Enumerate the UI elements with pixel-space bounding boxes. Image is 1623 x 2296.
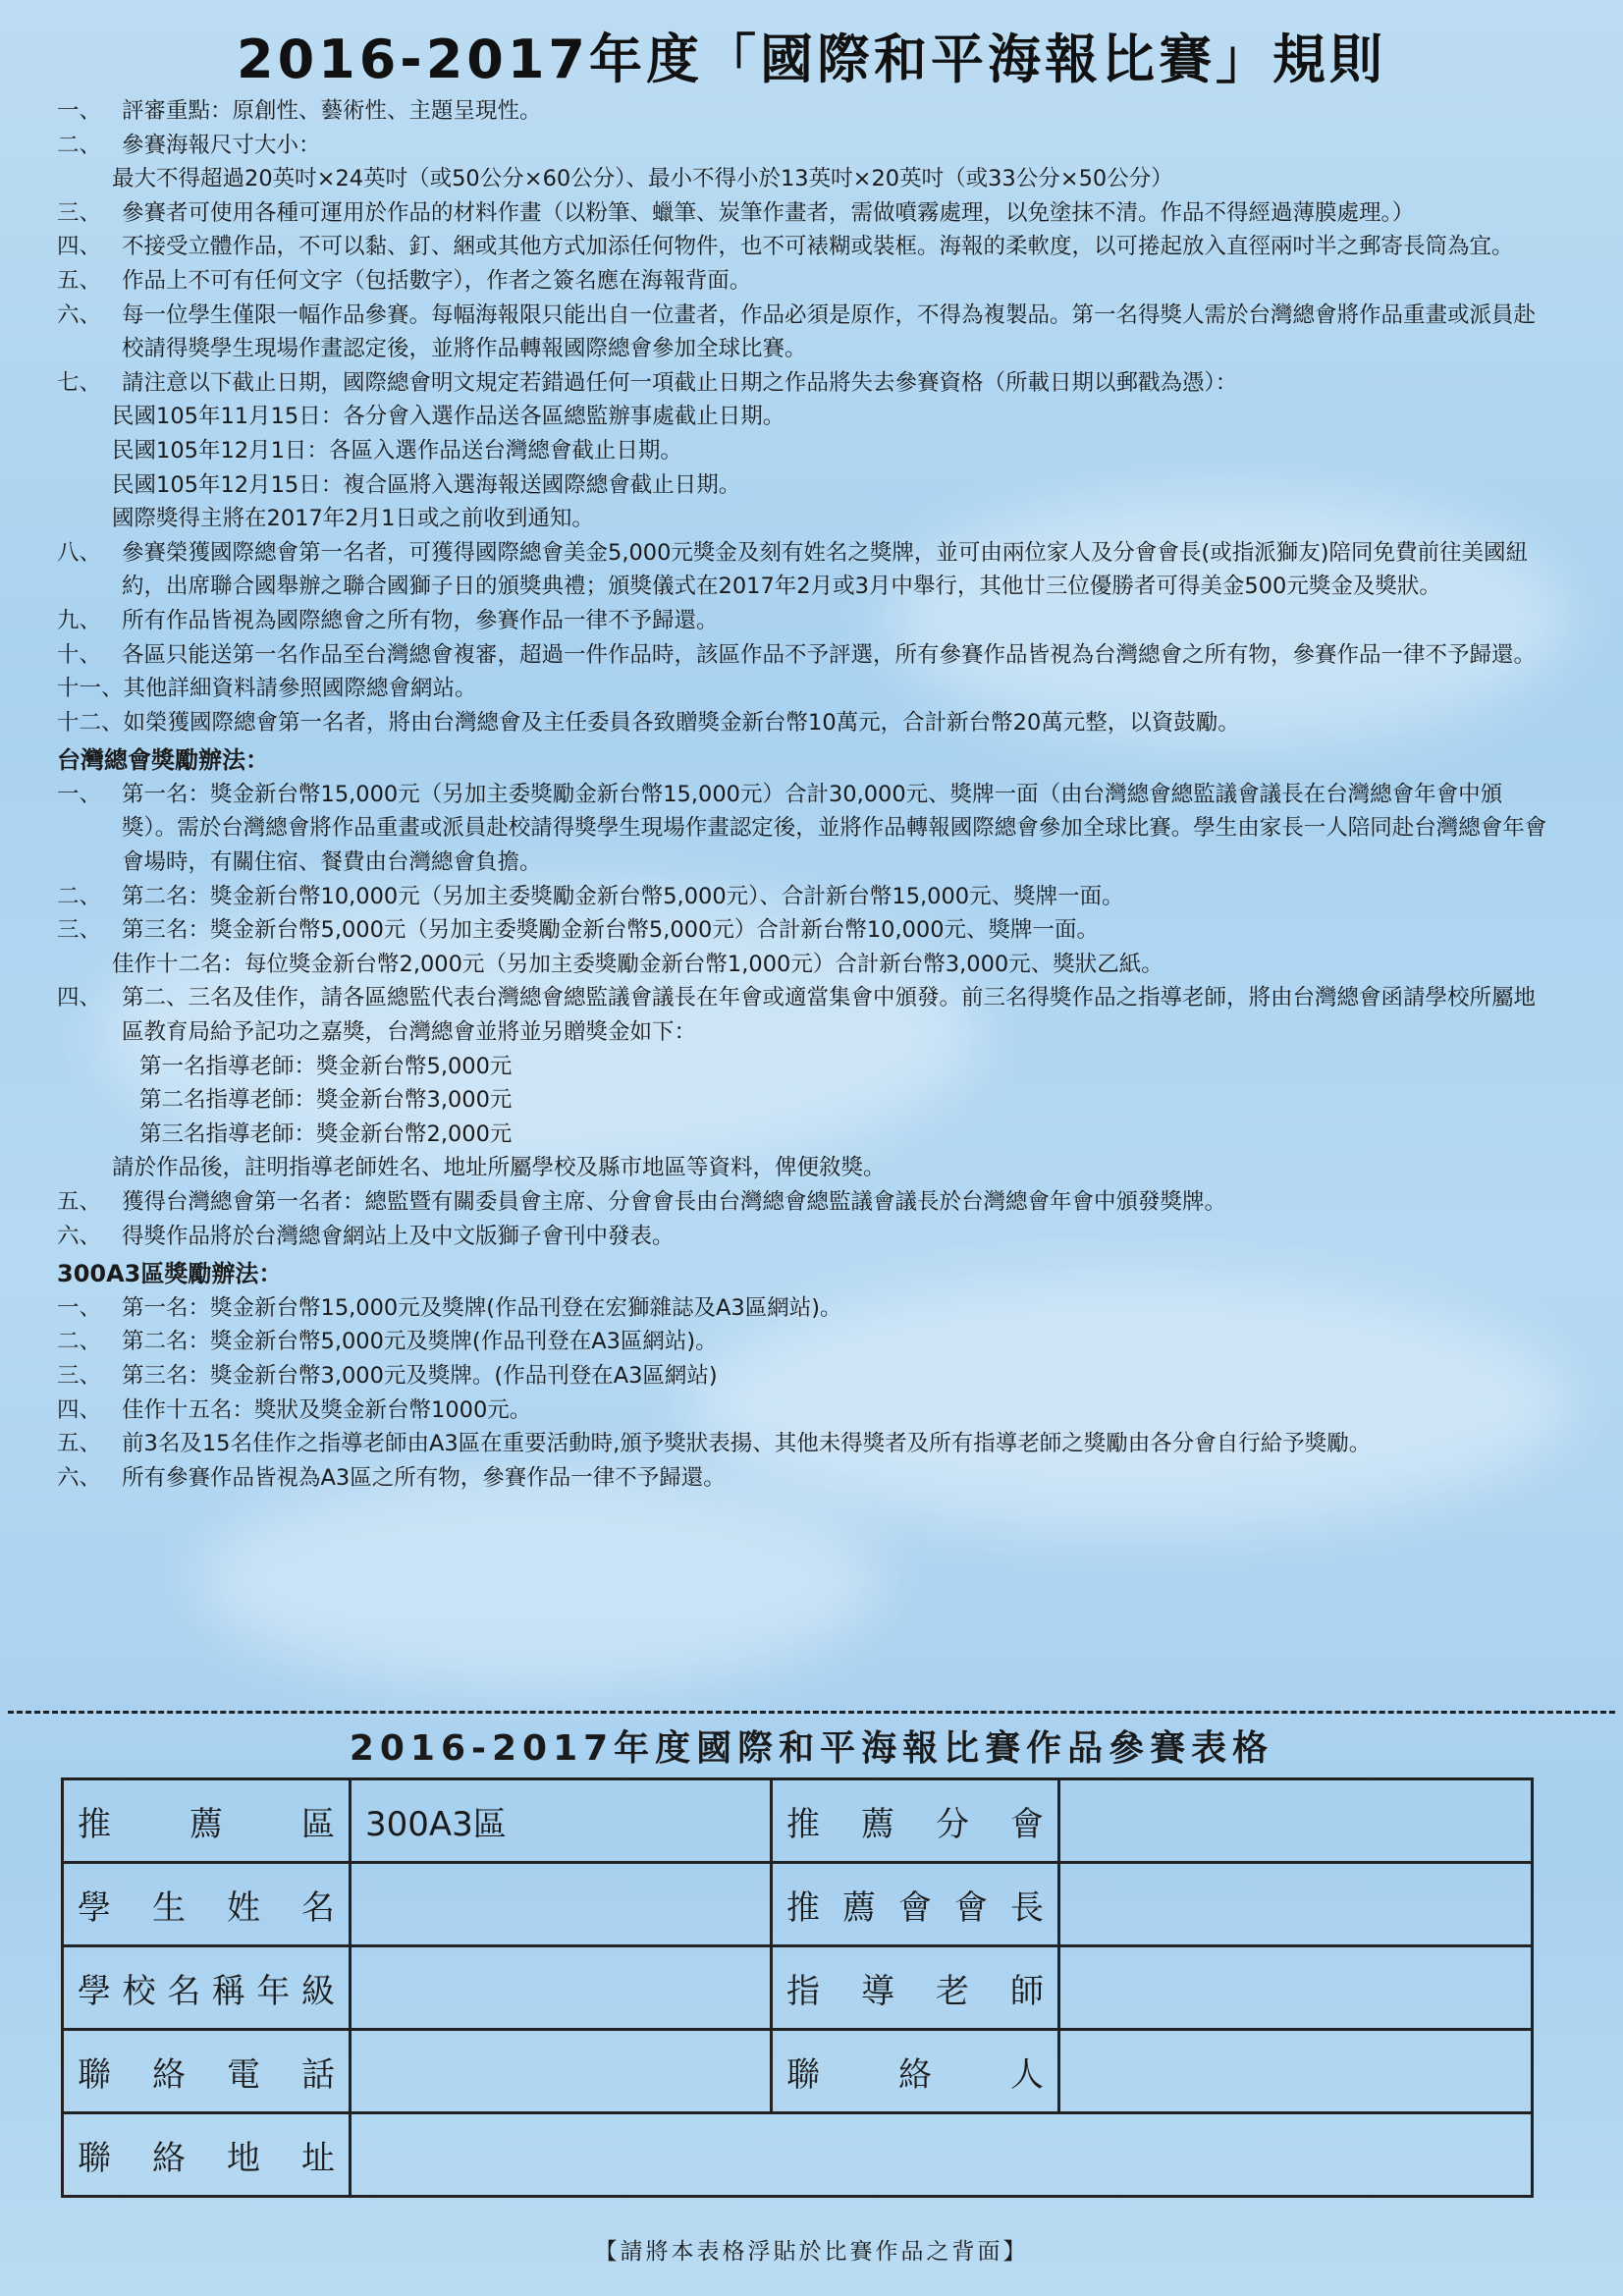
item-number: 二、 <box>57 1329 102 1355</box>
taiwan-award-heading: 台灣總會獎勵辦法： <box>57 746 269 775</box>
taiwan-award-item <box>57 913 1549 948</box>
item-number: 四、 <box>57 1396 102 1423</box>
address-label: 聯絡地址 <box>63 2113 351 2197</box>
club-president-label: 推薦會會長 <box>772 1863 1059 1946</box>
bg-cloud <box>196 1473 884 1689</box>
item-number: 二、 <box>57 132 102 158</box>
sub-item: 民國105年12月15日：複合區將入選海報送國際總會截止日期。 <box>112 471 741 498</box>
sub-item: 最大不得超過20英吋×24英吋（或50公分×60公分）、最小不得小於13英吋×20英吋（或33公分×50公分） <box>112 166 1173 192</box>
rule-item <box>57 706 1549 740</box>
item-text: 第一名：獎金新台幣15,000元（另加主委獎勵金新台幣15,000元）合計30,000元、獎牌一面（由台灣總會總監議會議長在台灣總會年會中頒獎）。需於台灣總會將作品重畫或派員赴校請得獎學生現場作畫認定後，並將作品轉報國際總會參加全球比賽。學生由家長一人陪同赴台灣總會年會會場時，有關住宿、餐費由台灣總會負擔。 <box>122 781 1547 876</box>
sub-item: 民國105年12月1日：各區入選作品送台灣總會截止日期。 <box>112 437 682 464</box>
item-text: 第二名：獎金新台幣10,000元（另加主委獎勵金新台幣5,000元）、合計新台幣15,000元、獎牌一面。 <box>122 883 1124 909</box>
item-number: 五、 <box>57 267 102 294</box>
sub-item: 請於作品後，註明指導老師姓名、地址所屬學校及縣市地區等資料，俾便敘獎。 <box>112 1155 886 1181</box>
form-title: 2016-2017年度國際和平海報比賽作品參賽表格 <box>349 1728 1274 1769</box>
address-field[interactable] <box>351 2113 1533 2197</box>
taiwan-award-item <box>57 1220 1549 1254</box>
rule-item <box>57 264 1549 299</box>
recommend-district-label: 推薦區 <box>63 1779 351 1863</box>
item-number: 三、 <box>57 917 102 944</box>
a3-award-item <box>57 1359 1549 1394</box>
rule-item <box>57 94 1549 129</box>
item-text: 第一名：獎金新台幣15,000元及獎牌(作品刊登在宏獅雜誌及A3區網站)。 <box>122 1294 842 1321</box>
item-number: 四、 <box>57 985 102 1011</box>
rule-item <box>57 638 1549 673</box>
phone-label: 聯絡電話 <box>63 2030 351 2113</box>
item-text: 佳作十五名：獎狀及獎金新台幣1000元。 <box>122 1396 532 1423</box>
item-number: 六、 <box>57 301 102 328</box>
item-number: 十、 <box>57 641 102 668</box>
student-name-field[interactable] <box>351 1863 772 1946</box>
item-text: 參賽榮獲國際總會第一名者，可獲得國際總會美金5,000元獎金及刻有姓名之獎牌，並可由兩位家人及分會會長(或指派獅友)陪同免費前往美國紐約，出席聯合國舉辦之聯合國獅子日的頒獎典禮；頒獎儀式在2017年2月或3月中舉行，其他廿三位優勝者可得美金500元獎金及獎狀。 <box>122 539 1528 600</box>
item-text: 不接受立體作品，不可以黏、釘、綑或其他方式加添任何物件，也不可裱糊或裝框。海報的柔軟度，以可捲起放入直徑兩吋半之郵寄長筒為宜。 <box>122 234 1514 260</box>
rule-item <box>57 536 1549 604</box>
item-number: 七、 <box>57 369 102 396</box>
item-number: 一、 <box>57 781 102 807</box>
item-number: 三、 <box>57 1362 102 1389</box>
club-president-field[interactable] <box>1059 1863 1533 1946</box>
item-text: 獲得台灣總會第一名者：總監暨有關委員會主席、分會會長由台灣總會總監議會議長於台灣總會年會中頒發獎牌。 <box>122 1189 1227 1215</box>
school-grade-label: 學校名稱年級 <box>63 1946 351 2030</box>
sub-item: 民國105年11月15日：各分會入選作品送各區總監辦事處截止日期。 <box>112 404 785 430</box>
dashed-divider <box>8 1711 1615 1714</box>
recommend-district-value[interactable]: 300A3區 <box>351 1779 772 1863</box>
item-text: 請注意以下截止日期，國際總會明文規定若錯過任何一項截止日期之作品將失去參賽資格（所載日期以郵戳為憑）： <box>122 369 1238 396</box>
item-text: 第二、三名及佳作，請各區總監代表台灣總會總監議會議長在年會或適當集會中頒發。前三名得獎作品之指導老師，將由台灣總會函請學校所屬地區教育局給予記功之嘉獎，台灣總會並將並另贈獎金如下： <box>122 985 1537 1046</box>
rule-item <box>57 672 1549 706</box>
item-text: 前3名及15名佳作之指導老師由A3區在重要活動時,頒予獎狀表揚、其他未得獎者及所有指導老師之獎勵由各分會自行給予獎勵。 <box>122 1431 1372 1457</box>
rule-item <box>57 230 1549 264</box>
item-text: 第二名：獎金新台幣5,000元及獎牌(作品刊登在A3區網站)。 <box>122 1329 718 1355</box>
rule-item <box>57 366 1549 401</box>
entry-form-table <box>61 1777 1534 2198</box>
taiwan-award-item <box>57 778 1549 880</box>
item-number: 四、 <box>57 234 102 260</box>
taiwan-award-item <box>57 1185 1549 1220</box>
item-text: 其他詳細資料請參照國際總會網站。 <box>123 676 477 702</box>
rule-item <box>57 299 1549 366</box>
sub-item: 第三名指導老師：獎金新台幣2,000元 <box>139 1121 513 1147</box>
contact-field[interactable] <box>1059 2030 1533 2113</box>
item-text: 所有參賽作品皆視為A3區之所有物，參賽作品一律不予歸還。 <box>122 1464 726 1491</box>
teacher-label: 指導老師 <box>772 1946 1059 2030</box>
a3-award-heading: 300A3區獎勵辦法： <box>57 1260 283 1288</box>
a3-award-item <box>57 1427 1549 1461</box>
item-number: 九、 <box>57 607 102 633</box>
item-number: 五、 <box>57 1189 102 1215</box>
sub-item: 第一名指導老師：獎金新台幣5,000元 <box>139 1053 513 1079</box>
item-number: 五、 <box>57 1431 102 1457</box>
item-text: 得獎作品將於台灣總會網站上及中文版獅子會刊中發表。 <box>122 1223 675 1249</box>
sub-item: 國際獎得主將在2017年2月1日或之前收到通知。 <box>112 506 594 532</box>
contact-label: 聯絡人 <box>772 2030 1059 2113</box>
recommend-club-label: 推薦分會 <box>772 1779 1059 1863</box>
sub-item: 第二名指導老師：獎金新台幣3,000元 <box>139 1087 513 1114</box>
item-text: 第三名：獎金新台幣5,000元（另加主委獎勵金新台幣5,000元）合計新台幣10,000元、獎牌一面。 <box>122 917 1100 944</box>
a3-award-item <box>57 1325 1549 1359</box>
taiwan-award-item <box>57 981 1549 1049</box>
a3-award-item <box>57 1291 1549 1326</box>
teacher-field[interactable] <box>1059 1946 1533 2030</box>
taiwan-award-item <box>57 880 1549 914</box>
page-title: 2016-2017年度「國際和平海報比賽」規則 <box>237 28 1386 90</box>
phone-field[interactable] <box>351 2030 772 2113</box>
item-number: 六、 <box>57 1223 102 1249</box>
rule-item <box>57 129 1549 163</box>
item-text: 參賽者可使用各種可運用於作品的材料作畫（以粉筆、蠟筆、炭筆作畫者，需做噴霧處理，以免塗抹不清。作品不得經過薄膜處理。） <box>122 199 1415 226</box>
item-text: 評審重點：原創性、藝術性、主題呈現性。 <box>122 98 542 124</box>
item-text: 第三名：獎金新台幣3,000元及獎牌。(作品刊登在A3區網站) <box>122 1362 718 1389</box>
attach-note: 【請將本表格浮貼於比賽作品之背面】 <box>594 2239 1029 2265</box>
item-number: 十一、 <box>57 676 124 702</box>
item-text: 每一位學生僅限一幅作品參賽。每幅海報限只能出自一位畫者，作品必須是原作，不得為複製品。第一名得獎人需於台灣總會將作品重畫或派員赴校請得獎學生現場作畫認定後，並將作品轉報國際總會參加全球比賽。 <box>122 301 1537 362</box>
item-number: 一、 <box>57 98 102 124</box>
item-text: 作品上不可有任何文字（包括數字），作者之簽名應在海報背面。 <box>122 267 752 294</box>
rule-item <box>57 196 1549 231</box>
a3-award-item <box>57 1394 1549 1428</box>
a3-award-item <box>57 1461 1549 1496</box>
item-text: 參賽海報尺寸大小： <box>122 132 321 158</box>
rules-section <box>57 94 1549 1495</box>
item-number: 二、 <box>57 883 102 909</box>
sub-item: 佳作十二名：每位獎金新台幣2,000元（另加主委獎勵金新台幣1,000元）合計新台幣3,000元、獎狀乙紙。 <box>112 951 1163 977</box>
item-number: 十二、 <box>57 709 124 736</box>
item-text: 各區只能送第一名作品至台灣總會複審，超過一件作品時，該區作品不予評選，所有參賽作品皆視為台灣總會之所有物，參賽作品一律不予歸還。 <box>122 641 1537 668</box>
school-grade-field[interactable] <box>351 1946 772 2030</box>
item-number: 一、 <box>57 1294 102 1321</box>
item-number: 三、 <box>57 199 102 226</box>
item-text: 所有作品皆視為國際總會之所有物，參賽作品一律不予歸還。 <box>122 607 719 633</box>
item-number: 六、 <box>57 1464 102 1491</box>
item-text: 如榮獲國際總會第一名者，將由台灣總會及主任委員各致贈獎金新台幣10萬元，合計新台幣20萬元整，以資鼓勵。 <box>123 709 1240 736</box>
student-name-label: 學生姓名 <box>63 1863 351 1946</box>
recommend-club-field[interactable] <box>1059 1779 1533 1863</box>
item-number: 八、 <box>57 539 102 566</box>
rule-item <box>57 604 1549 638</box>
